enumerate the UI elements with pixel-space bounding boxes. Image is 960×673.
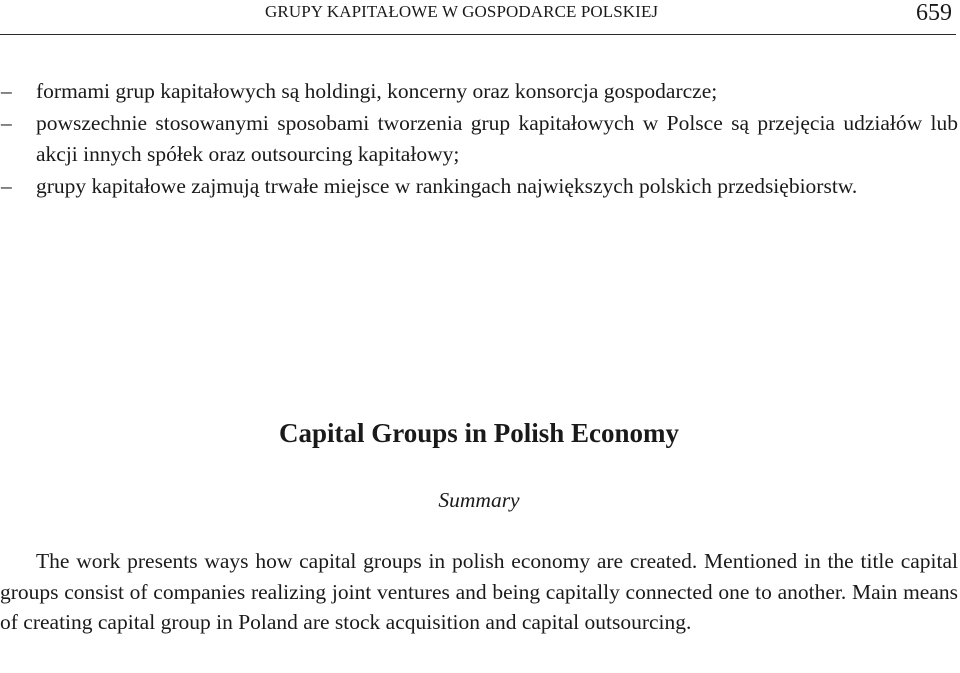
list-item-text: formami grup kapitałowych są holdingi, koncerny oraz konsorcja gospodarcze; <box>36 79 718 103</box>
list-item-text: powszechnie stosowanymi sposobami tworzenia grup kapitałowych w Polsce są przejęcia udziałów lub akcji innych spółek oraz outsourcing kapitałowy; <box>36 110 958 166</box>
summary-paragraph: The work presents ways how capital groups in polish economy are created. Mentioned in the title capital groups consist of companies realizing joint ventures and being capitally connected one to another. Main means of creating capital group in Poland are stock acquisition and capital outsourcing. <box>0 549 958 634</box>
page-number: 659 <box>916 0 952 26</box>
dash-marker: – <box>1 79 12 103</box>
running-header <box>0 0 956 35</box>
conclusions-list <box>0 76 958 202</box>
list-item <box>0 108 958 171</box>
list-item <box>0 171 958 203</box>
list-item-text: grupy kapitałowe zajmują trwałe miejsce w rankingach największych polskich przedsiębiorstw. <box>36 173 858 198</box>
summary-heading: Capital Groups in Polish Economy <box>278 418 680 448</box>
list-item <box>0 76 958 108</box>
journal-running-title: GRUPY KAPITAŁOWE W GOSPODARCE POLSKIEJ <box>265 2 659 21</box>
dash-marker: – <box>1 173 12 198</box>
dash-marker: – <box>1 110 12 135</box>
summary-label: Summary <box>438 488 520 512</box>
